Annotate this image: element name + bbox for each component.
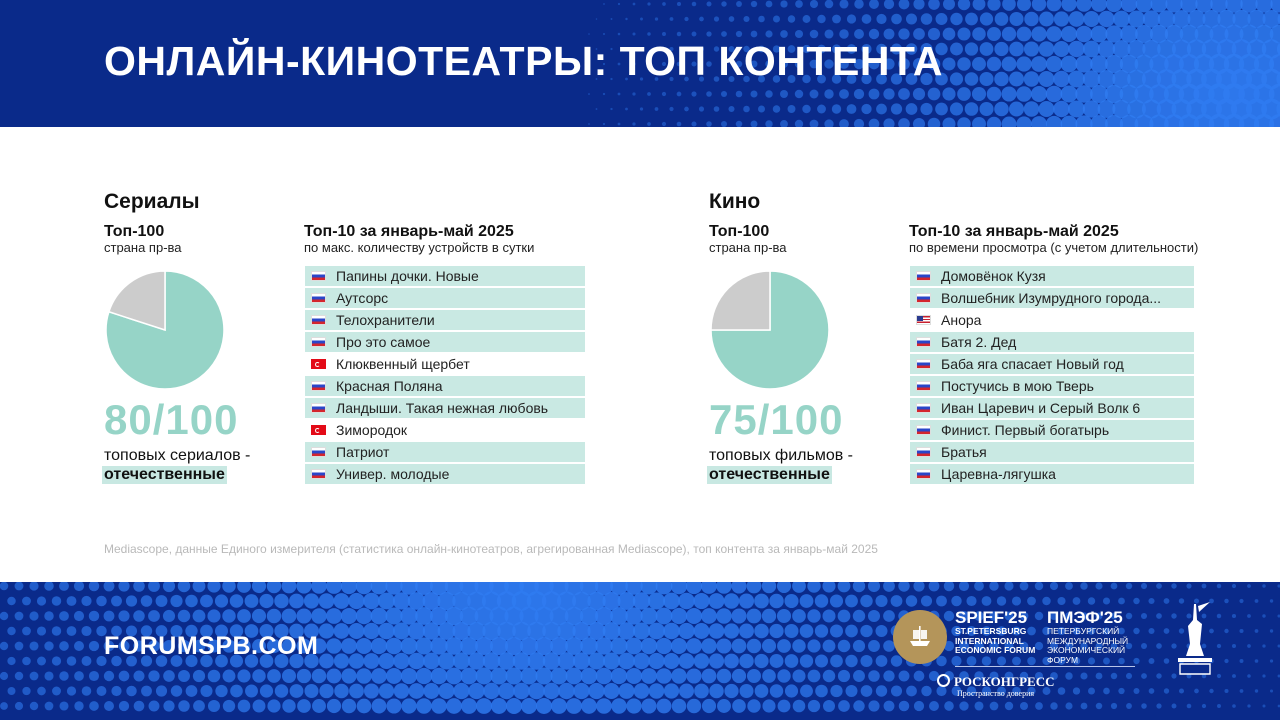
spief-logo-text: SPIEF'25 — [955, 608, 1028, 627]
series-list-item — [305, 310, 585, 330]
series-list-item-title: Зимородок — [336, 422, 408, 438]
flag-us-icon — [916, 315, 931, 325]
movies-list-item-title: Анора — [941, 312, 982, 328]
flag-ru-icon — [916, 381, 931, 391]
movies-big-number: 75/100 — [709, 396, 844, 443]
series-list-item — [305, 354, 585, 374]
series-list-item — [305, 420, 585, 440]
movies-section-title: Кино — [709, 190, 761, 213]
movies-list-item — [910, 310, 1194, 330]
ship-icon — [907, 623, 933, 649]
movies-list-item — [910, 442, 1194, 462]
pmef-logo-sub: ПЕТЕРБУРГСКИЙ МЕЖДУНАРОДНЫЙ ЭКОНОМИЧЕСКИЙ ФОРУМ — [1047, 626, 1129, 665]
movies-top100-sub: страна пр-ва — [709, 240, 787, 255]
series-list-item — [305, 464, 585, 484]
movies-top10-list — [910, 266, 1194, 486]
movies-caption: топовых фильмов - — [709, 447, 853, 464]
movies-list-item-title: Иван Царевич и Серый Волк 6 — [941, 400, 1141, 416]
roscongress-logo — [937, 674, 1055, 690]
movies-list-item — [910, 376, 1194, 396]
movies-list-item — [910, 332, 1194, 352]
series-list-item-title: Клюквенный щербет — [336, 356, 470, 372]
flag-ru-icon — [916, 337, 931, 347]
flag-ru-icon — [311, 271, 326, 281]
movies-pie-slice-foreign — [711, 271, 770, 330]
series-list-item-title: Телохранители — [336, 312, 435, 328]
flag-ru-icon — [916, 403, 931, 413]
flag-ru-icon — [916, 271, 931, 281]
flag-ru-icon — [311, 469, 326, 479]
flag-tr-icon — [311, 425, 326, 435]
flag-ru-icon — [311, 403, 326, 413]
movies-list-item-title: Финист. Первый богатырь — [941, 422, 1110, 438]
flag-ru-icon — [916, 469, 931, 479]
roscongress-icon — [937, 674, 950, 687]
movies-list-item — [910, 354, 1194, 374]
series-list-item — [305, 442, 585, 462]
roscongress-label: РОСКОНГРЕСС — [954, 674, 1055, 689]
movies-list-item-title: Волшебник Изумрудного города... — [941, 290, 1162, 306]
movies-list-item — [910, 420, 1194, 440]
source-note: Mediascope, данные Единого измерителя (статистика онлайн-кинотеатров, агрегированная Mediascope), топ контента за январь-май 2025 — [104, 542, 878, 556]
flag-tr-icon — [311, 359, 326, 369]
header-banner — [0, 0, 1280, 127]
movies-list-item-title: Батя 2. Дед — [941, 334, 1017, 350]
flag-ru-icon — [311, 447, 326, 457]
footer-banner — [0, 582, 1280, 720]
pmef-logo-text: ПМЭФ'25 — [1047, 608, 1123, 627]
movies-list-title: Топ-10 за январь-май 2025 — [909, 223, 1119, 240]
series-list-item — [305, 288, 585, 308]
series-list-item-title: Про это самое — [336, 334, 431, 350]
flag-ru-icon — [916, 293, 931, 303]
series-list-item-title: Патриот — [336, 444, 390, 460]
series-caption: топовых сериалов - — [104, 447, 251, 464]
series-list-item-title: Универ. молодые — [336, 466, 450, 482]
series-list-item-title: Красная Поляна — [336, 378, 443, 394]
movies-list-sub: по времени просмотра (с учетом длительности) — [909, 240, 1199, 255]
flag-ru-icon — [311, 381, 326, 391]
movies-pie-chart — [709, 269, 831, 391]
series-list-item-title: Папины дочки. Новые — [336, 268, 479, 284]
logo-divider — [955, 666, 1135, 667]
series-top100-title: Топ-100 — [104, 223, 165, 240]
movies-top100-title: Топ-100 — [709, 223, 770, 240]
page-title: ОНЛАЙН-КИНОТЕАТРЫ: ТОП КОНТЕНТА — [104, 38, 944, 84]
flag-ru-icon — [311, 337, 326, 347]
flag-ru-icon — [311, 315, 326, 325]
series-list-item-title: Ландыши. Такая нежная любовь — [336, 400, 549, 416]
series-list-item — [305, 398, 585, 418]
movies-list-item-title: Царевна-лягушка — [941, 466, 1056, 482]
footer-site-link[interactable]: FORUMSPB.COM — [104, 632, 319, 660]
series-top100-sub: страна пр-ва — [104, 240, 182, 255]
spief-emblem-icon — [893, 610, 947, 664]
flag-ru-icon — [916, 447, 931, 457]
flag-ru-icon — [916, 425, 931, 435]
movies-caption-highlight: отечественные — [709, 466, 830, 483]
movies-list-item-title: Домовёнок Кузя — [941, 268, 1046, 284]
movies-list-item — [910, 464, 1194, 484]
series-list-item — [305, 266, 585, 286]
movies-list-item — [910, 288, 1194, 308]
series-list-item — [305, 376, 585, 396]
spief-logo-sub: ST.PETERSBURG INTERNATIONAL ECONOMIC FORUM — [955, 626, 1036, 655]
movies-list-item-title: Постучись в мою Тверь — [941, 378, 1094, 394]
series-big-number: 80/100 — [104, 396, 239, 443]
flag-ru-icon — [916, 359, 931, 369]
victory-80-logo-icon — [1172, 600, 1218, 676]
series-top10-list — [305, 266, 585, 486]
series-list-sub: по макс. количеству устройств в сутки — [304, 240, 535, 255]
series-pie-chart — [104, 269, 226, 391]
movies-list-item-title: Братья — [941, 444, 987, 460]
movies-list-item-title: Баба яга спасает Новый год — [941, 356, 1124, 372]
series-caption-highlight: отечественные — [104, 466, 225, 483]
movies-list-item — [910, 398, 1194, 418]
roscongress-sub: Пространство доверия — [957, 689, 1035, 698]
movies-list-item — [910, 266, 1194, 286]
series-list-item-title: Аутсорс — [336, 290, 389, 306]
flag-ru-icon — [311, 293, 326, 303]
series-section-title: Сериалы — [104, 190, 200, 213]
series-list-item — [305, 332, 585, 352]
series-list-title: Топ-10 за январь-май 2025 — [304, 223, 514, 240]
